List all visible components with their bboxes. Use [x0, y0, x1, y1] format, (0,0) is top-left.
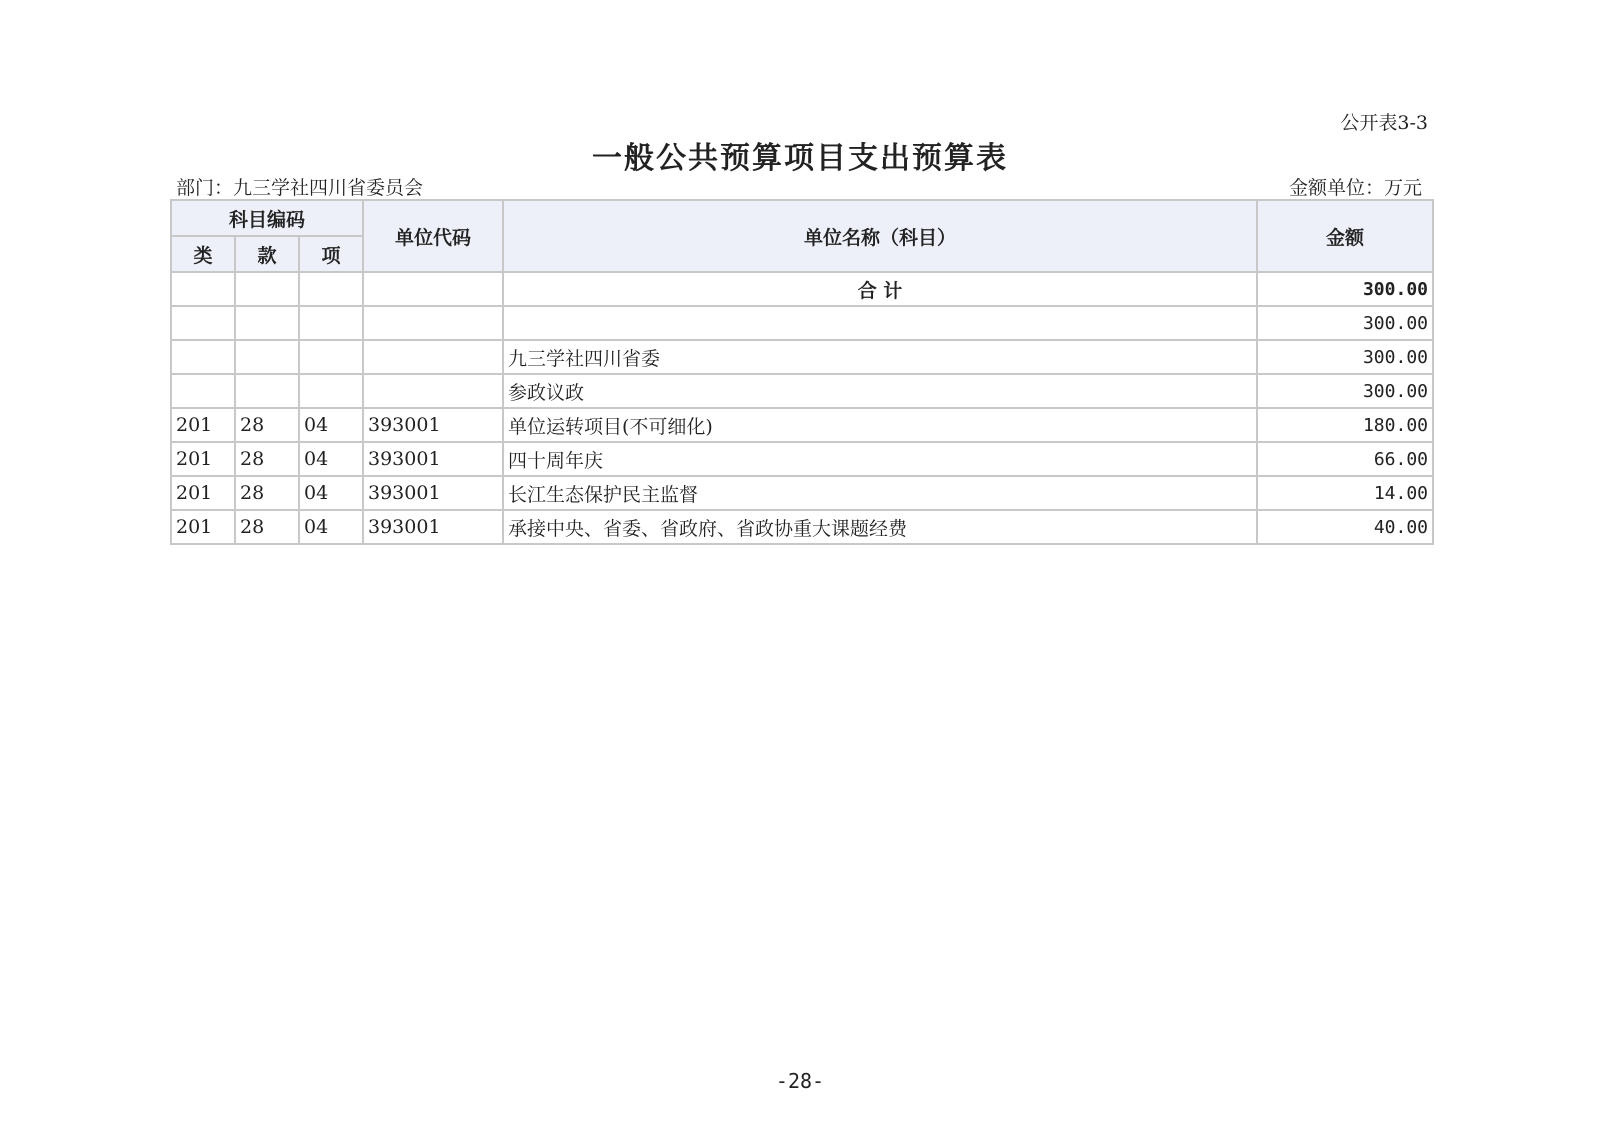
total-code	[363, 272, 503, 306]
total-kuan	[235, 272, 299, 306]
cell-xiang: 04	[299, 442, 363, 476]
cell-kuan	[235, 374, 299, 408]
cell-amount: 40.00	[1257, 510, 1433, 544]
cell-amount: 14.00	[1257, 476, 1433, 510]
cell-xiang: 04	[299, 510, 363, 544]
page-number: -28-	[775, 1069, 825, 1093]
header-lei: 类	[171, 236, 235, 272]
budget-table	[170, 199, 1434, 545]
cell-xiang	[299, 340, 363, 374]
cell-unit-code: 393001	[363, 408, 503, 442]
cell-xiang	[299, 374, 363, 408]
cell-unit-name: 参政议政	[503, 374, 1257, 408]
cell-unit-code	[363, 374, 503, 408]
total-xiang	[299, 272, 363, 306]
cell-unit-name: 单位运转项目(不可细化)	[503, 408, 1257, 442]
cell-xiang: 04	[299, 408, 363, 442]
header-unit-code: 单位代码	[363, 200, 503, 272]
cell-unit-code: 393001	[363, 476, 503, 510]
cell-lei	[171, 340, 235, 374]
cell-unit-name: 长江生态保护民主监督	[503, 476, 1257, 510]
amount-unit-label: 金额单位：万元	[1288, 177, 1422, 199]
total-row	[171, 272, 1433, 306]
cell-unit-code	[363, 306, 503, 340]
cell-lei	[171, 306, 235, 340]
cell-unit-name: 九三学社四川省委	[503, 340, 1257, 374]
header-amount: 金额	[1257, 200, 1433, 272]
header-row-1	[171, 200, 1433, 236]
cell-unit-code	[363, 340, 503, 374]
cell-kuan: 28	[235, 476, 299, 510]
header-subject-code: 科目编码	[171, 200, 363, 236]
cell-amount: 300.00	[1257, 374, 1433, 408]
total-lei	[171, 272, 235, 306]
header-kuan: 款	[235, 236, 299, 272]
table-row	[171, 476, 1433, 510]
cell-unit-name: 四十周年庆	[503, 442, 1257, 476]
cell-kuan: 28	[235, 408, 299, 442]
cell-lei: 201	[171, 476, 235, 510]
table-row	[171, 306, 1433, 340]
cell-kuan	[235, 306, 299, 340]
cell-unit-code: 393001	[363, 442, 503, 476]
cell-amount: 300.00	[1257, 340, 1433, 374]
cell-xiang: 04	[299, 476, 363, 510]
cell-unit-code: 393001	[363, 510, 503, 544]
cell-amount: 180.00	[1257, 408, 1433, 442]
table-row	[171, 374, 1433, 408]
cell-unit-name	[503, 306, 1257, 340]
cell-xiang	[299, 306, 363, 340]
cell-unit-name: 承接中央、省委、省政府、省政协重大课题经费	[503, 510, 1257, 544]
cell-kuan	[235, 340, 299, 374]
cell-lei: 201	[171, 510, 235, 544]
page-title: 一般公共预算项目支出预算表	[592, 141, 1008, 176]
header-xiang: 项	[299, 236, 363, 272]
table-row	[171, 408, 1433, 442]
total-label: 合 计	[503, 272, 1257, 306]
cell-lei	[171, 374, 235, 408]
cell-amount: 300.00	[1257, 306, 1433, 340]
cell-kuan: 28	[235, 442, 299, 476]
table-row	[171, 510, 1433, 544]
form-code: 公开表3-3	[1340, 112, 1428, 134]
total-amount: 300.00	[1257, 272, 1433, 306]
department-label: 部门：九三学社四川省委员会	[176, 177, 424, 199]
cell-amount: 66.00	[1257, 442, 1433, 476]
cell-kuan: 28	[235, 510, 299, 544]
header-unit-name: 单位名称（科目）	[503, 200, 1257, 272]
cell-lei: 201	[171, 442, 235, 476]
table-row	[171, 340, 1433, 374]
table-row	[171, 442, 1433, 476]
cell-lei: 201	[171, 408, 235, 442]
